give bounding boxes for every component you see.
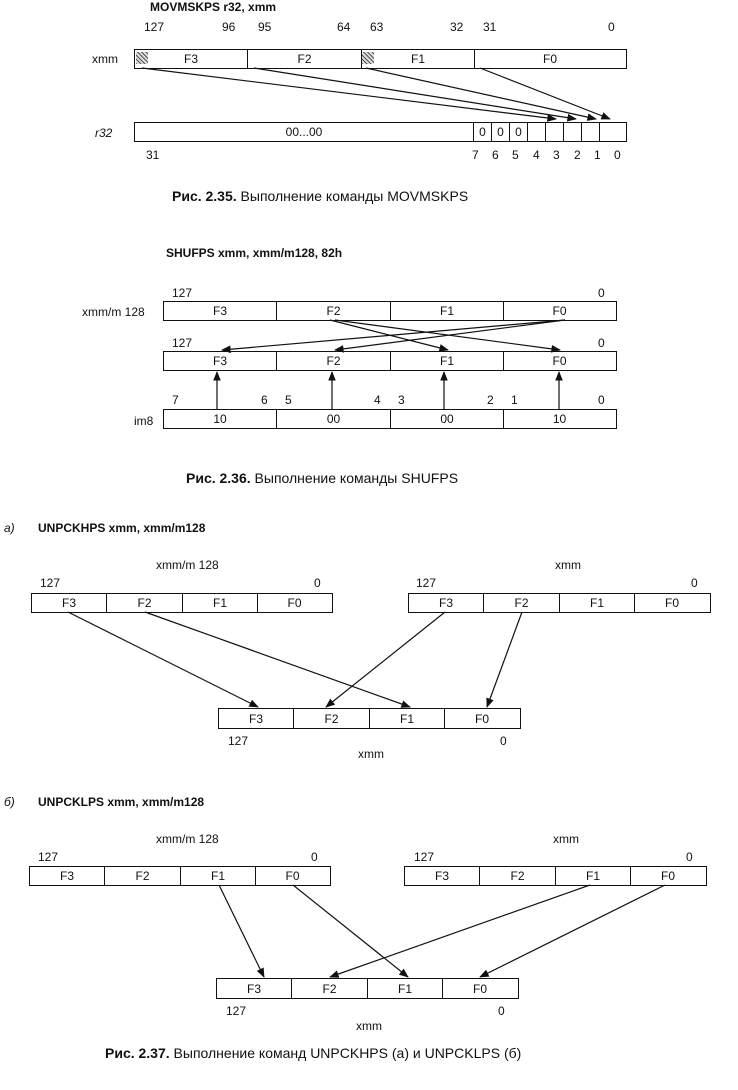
field-f0: F0	[552, 354, 567, 368]
imm-field-0: 10	[552, 412, 567, 426]
r32-bitnum-7: 7	[472, 148, 479, 162]
field-f0: F0	[287, 596, 302, 610]
field-f2: F2	[105, 867, 181, 885]
field-f3: F3	[217, 979, 292, 998]
field-f2: F2	[107, 594, 183, 612]
imm-bit-7: 7	[172, 393, 179, 407]
field-f1: F1	[370, 709, 445, 728]
arrow-f1-sign-to-bit1	[366, 68, 596, 119]
fig37b-src2-bit-lo: 0	[686, 850, 693, 864]
arrow-src2-f3-to-dst-f3	[326, 612, 445, 707]
arrow-src1-f3-to-dst-f2	[68, 612, 258, 707]
field-f3: F3	[164, 352, 277, 370]
field-f0: F0	[285, 869, 300, 883]
fig36-title: SHUFPS xmm, xmm/m128, 82h	[166, 246, 343, 260]
fig37b-title: UNPCKLPS xmm, xmm/m128	[38, 795, 205, 809]
fig35-xmm-label: xmm	[92, 52, 118, 66]
fig37b-src2-bit-hi: 127	[414, 850, 435, 864]
field-f2: F2	[294, 709, 370, 728]
field-f0: F0	[542, 52, 557, 66]
fig37a-dst-label: xmm	[358, 747, 384, 761]
fig36-src-bit-127: 127	[172, 286, 193, 300]
field-f0: F0	[660, 869, 675, 883]
fig35-bit-63: 63	[370, 20, 384, 34]
r32-bitnum-0: 0	[614, 148, 621, 162]
fig37a-dst-bit-lo: 0	[500, 734, 507, 748]
field-f1: F1	[560, 594, 635, 612]
fig35-bit-127: 127	[144, 20, 165, 34]
fig35-title: MOVMSKPS r32, xmm	[150, 0, 277, 14]
fig36-dst-bit-127: 127	[172, 336, 193, 350]
fig37a-src1-label: xmm/m 128	[156, 558, 219, 572]
imm-bit-6: 6	[261, 393, 268, 407]
r32-bitnum-31: 31	[146, 148, 160, 162]
r32-bitnum-2: 2	[574, 148, 581, 162]
fig37b-marker: б)	[4, 795, 15, 809]
field-f1: F1	[362, 50, 475, 68]
field-f0: F0	[472, 981, 487, 996]
fig37b-src1-label: xmm/m 128	[156, 832, 219, 846]
fig35-bit-95: 95	[258, 20, 272, 34]
arrow-src2-f2-to-dst-f1	[487, 612, 522, 707]
arrow-src1-f2-to-dst-f0	[145, 612, 410, 707]
field-f1: F1	[181, 867, 256, 885]
imm-bit-0: 0	[598, 393, 605, 407]
fig37b-dst-bit-hi: 127	[226, 1004, 247, 1018]
arrow-src1-f0-to-dst-f0	[293, 885, 408, 977]
imm-bit-1: 1	[511, 393, 518, 407]
field-f2: F2	[277, 302, 391, 320]
fig37a-marker: а)	[4, 521, 15, 535]
arrow-f3-sign-to-bit3	[142, 68, 556, 119]
fig36-caption-text: Выполнение команды SHUFPS	[250, 470, 459, 486]
fig37b-src1-bit-hi: 127	[38, 850, 59, 864]
fig35-bit-0: 0	[608, 20, 615, 34]
fig37a-src2-bit-hi: 127	[416, 576, 437, 590]
fig37a-src1-bit-lo: 0	[314, 576, 321, 590]
field-f2: F2	[480, 867, 556, 885]
fig37-caption-text: Выполнение команд UNPCKHPS (а) и UNPCKLPS (б)	[169, 1045, 522, 1061]
fig37b-src2-label: xmm	[553, 832, 579, 846]
field-f3: F3	[32, 594, 107, 612]
imm-bit-3: 3	[398, 393, 405, 407]
arrow-f0-sign-to-bit0	[480, 68, 610, 119]
field-f1: F1	[368, 979, 443, 998]
fig36-dst-bit-0: 0	[598, 336, 605, 350]
field-f0: F0	[664, 596, 679, 610]
r32-upper-zeros: 00...00	[135, 123, 474, 141]
arrow-src-f2-to-dst-f1	[330, 320, 448, 350]
r32-bit-6: 0	[492, 123, 510, 141]
fig37a-title: UNPCKHPS xmm, xmm/m128	[38, 521, 206, 535]
r32-bitnum-6: 6	[492, 148, 499, 162]
fig36-caption-number: Рис. 2.36.	[186, 470, 251, 486]
field-f0: F0	[552, 304, 567, 318]
fig35-bit-32: 32	[450, 20, 464, 34]
r32-bit-5: 0	[510, 123, 528, 141]
field-f3: F3	[164, 302, 277, 320]
field-f2: F2	[248, 50, 362, 68]
imm-bit-2: 2	[487, 393, 494, 407]
arrow-f2-sign-to-bit2	[254, 68, 576, 119]
fig36-src-label: xmm/m 128	[82, 305, 145, 319]
fig35-bit-64: 64	[337, 20, 351, 34]
field-f0: F0	[474, 711, 489, 726]
fig37b-src1-bit-lo: 0	[311, 850, 318, 864]
field-f2: F2	[277, 352, 391, 370]
imm-field-2: 00	[277, 410, 391, 428]
fig36-imm-label: im8	[134, 414, 154, 428]
fig37a-src2-bit-lo: 0	[691, 576, 698, 590]
field-f1: F1	[183, 594, 258, 612]
field-f1: F1	[391, 352, 504, 370]
r32-bit-7: 0	[474, 123, 492, 141]
fig37a-dst-bit-hi: 127	[228, 734, 249, 748]
field-f2: F2	[292, 979, 368, 998]
fig35-bit-96: 96	[222, 20, 236, 34]
r32-bitnum-1: 1	[594, 148, 601, 162]
field-f2: F2	[484, 594, 560, 612]
field-f3: F3	[30, 867, 105, 885]
field-f3: F3	[219, 709, 294, 728]
imm-bit-5: 5	[285, 393, 292, 407]
arrow-src2-f0-to-dst-f1	[480, 885, 665, 977]
fig35-r32-label: r32	[95, 126, 113, 140]
fig35-bit-31: 31	[483, 20, 497, 34]
field-f3: F3	[405, 867, 480, 885]
imm-bit-4: 4	[374, 393, 381, 407]
fig37a-src1-bit-hi: 127	[40, 576, 61, 590]
r32-bitnum-5: 5	[512, 148, 519, 162]
arrow-src2-f1-to-dst-f3	[330, 885, 590, 977]
field-f3: F3	[409, 594, 484, 612]
fig35-caption-number: Рис. 2.35.	[172, 188, 237, 204]
field-f1: F1	[556, 867, 631, 885]
arrow-src1-f1-to-dst-f2	[219, 885, 264, 977]
fig37b-dst-label: xmm	[356, 1019, 382, 1033]
fig37-caption-number: Рис. 2.37.	[105, 1045, 170, 1061]
fig37b-dst-bit-lo: 0	[498, 1004, 505, 1018]
field-f1: F1	[391, 302, 504, 320]
r32-bitnum-3: 3	[553, 148, 560, 162]
fig35-caption-text: Выполнение команды MOVMSKPS	[236, 188, 469, 204]
fig37a-src2-label: xmm	[555, 558, 581, 572]
arrow-src-f0-to-dst-f3	[222, 320, 565, 350]
imm-field-1: 00	[391, 410, 504, 428]
r32-bitnum-4: 4	[533, 148, 540, 162]
field-f3: F3	[135, 50, 248, 68]
imm-field-3: 10	[164, 410, 277, 428]
fig36-src-bit-0: 0	[598, 286, 605, 300]
